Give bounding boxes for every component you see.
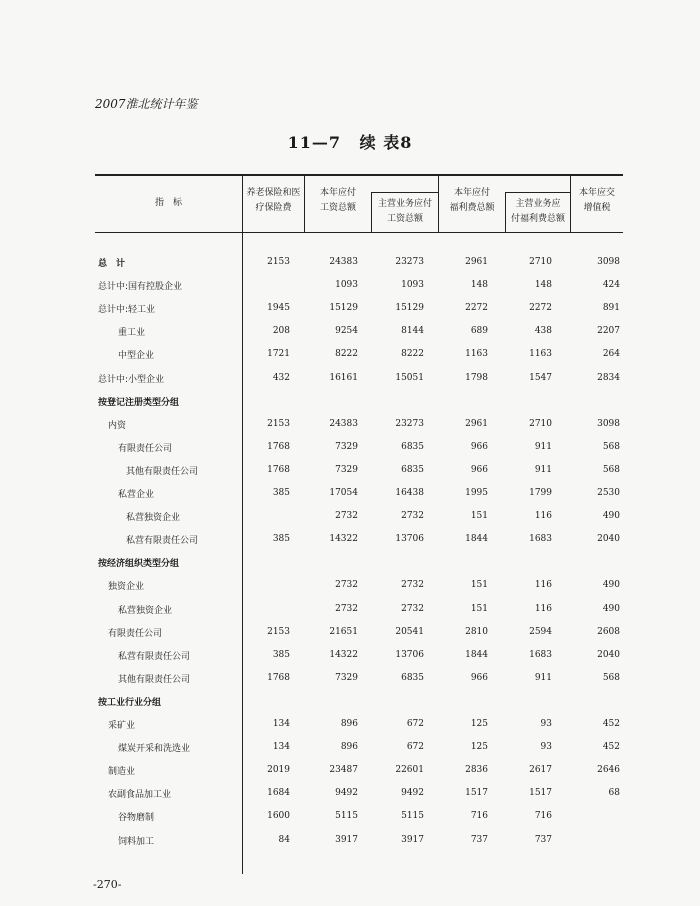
table-cell: 23273 — [395, 257, 424, 267]
table-cell: 1945 — [267, 303, 290, 313]
table-cell: 148 — [470, 280, 488, 290]
table-cell: 966 — [470, 465, 488, 475]
header-col4-line2: 增值税 — [583, 203, 611, 213]
table-cell: 911 — [534, 465, 552, 475]
table-cell: 8222 — [401, 349, 424, 359]
table-cell: 14322 — [329, 534, 358, 544]
table-cell: 6835 — [401, 442, 424, 452]
table-cell: 2961 — [465, 257, 488, 267]
header-col2-line2: 工资总额 — [319, 203, 356, 213]
header-col2a-line1: 主营业务应付 — [377, 199, 432, 209]
table-cell: 2608 — [597, 627, 620, 637]
header-col3-line1: 本年应付 — [453, 188, 490, 198]
table-cell: 911 — [534, 442, 552, 452]
header-bottom-rule — [95, 232, 623, 233]
table-cell: 2961 — [465, 419, 488, 429]
table-cell: 438 — [534, 326, 552, 336]
table-cell: 1683 — [529, 534, 552, 544]
yearbook-title: 2007淮北统计年鉴 — [95, 97, 198, 111]
table-cell: 15129 — [329, 303, 358, 313]
header-col4 — [571, 186, 623, 216]
table-cell: 2732 — [401, 580, 424, 590]
row-label: 总计中:轻工业 — [98, 305, 156, 315]
table-cell: 385 — [272, 488, 290, 498]
table-cell: 23273 — [395, 419, 424, 429]
subheader-rule-1 — [371, 192, 438, 193]
table-cell: 1683 — [529, 650, 552, 660]
table-cell: 2646 — [597, 765, 620, 775]
table-cell: 3917 — [335, 835, 358, 845]
subheader-rule-2 — [505, 192, 570, 193]
table-cell: 6835 — [401, 673, 424, 683]
table-cell: 2040 — [597, 534, 620, 544]
table-cell: 1768 — [267, 465, 290, 475]
table-cell: 2810 — [465, 627, 488, 637]
table-cell: 432 — [272, 373, 290, 383]
table-cell: 2834 — [597, 373, 620, 383]
header-col3a-line1: 主营业务应 — [515, 199, 561, 209]
row-label: 中型企业 — [118, 351, 155, 361]
table-title — [0, 130, 700, 153]
table-number: 11—7 — [287, 133, 342, 152]
table-cell: 84 — [278, 835, 290, 845]
table-cell: 151 — [470, 604, 488, 614]
table-cell: 125 — [470, 719, 488, 729]
table-cell: 16161 — [329, 373, 358, 383]
table-cell: 672 — [406, 742, 424, 752]
table-cell: 5115 — [335, 811, 358, 821]
table-cell: 1844 — [465, 650, 488, 660]
table-cell: 125 — [470, 742, 488, 752]
header-col1-line1: 养老保险和医 — [246, 188, 301, 198]
table-cell: 2153 — [267, 419, 290, 429]
table-cell: 14322 — [329, 650, 358, 660]
table-cell: 134 — [272, 742, 290, 752]
table-cell: 2153 — [267, 257, 290, 267]
row-label: 按经济组织类型分组 — [98, 559, 180, 569]
table-cell: 891 — [602, 303, 620, 313]
table-cell: 2732 — [335, 511, 358, 521]
table-cell: 672 — [406, 719, 424, 729]
table-cell: 568 — [602, 442, 620, 452]
table-cell: 116 — [534, 511, 552, 521]
table-cell: 17054 — [329, 488, 358, 498]
header-col3-line2: 福利费总额 — [449, 203, 495, 213]
table-cell: 424 — [602, 280, 620, 290]
row-label: 饲料加工 — [118, 837, 155, 847]
header-col1-line2: 疗保险费 — [255, 203, 292, 213]
table-cell: 2272 — [529, 303, 552, 313]
table-cell: 2207 — [597, 326, 620, 336]
header-col3a-line2: 付福利费总额 — [510, 214, 565, 224]
table-cell: 452 — [602, 742, 620, 752]
table-cell: 3098 — [597, 257, 620, 267]
table-cell: 264 — [602, 349, 620, 359]
table-cell: 385 — [272, 650, 290, 660]
table-cell: 385 — [272, 534, 290, 544]
table-cell: 8222 — [335, 349, 358, 359]
table-cell: 151 — [470, 511, 488, 521]
row-label: 其他有限责任公司 — [126, 467, 199, 477]
table-cell: 2594 — [529, 627, 552, 637]
table-cell: 2732 — [401, 604, 424, 614]
table-cell: 15051 — [395, 373, 424, 383]
table-cell: 1798 — [465, 373, 488, 383]
table-cell: 1721 — [267, 349, 290, 359]
table-cell: 966 — [470, 673, 488, 683]
table-cell: 2710 — [529, 419, 552, 429]
header-col2a — [372, 197, 438, 227]
row-label: 按工业行业分组 — [98, 698, 162, 708]
table-cell: 9254 — [335, 326, 358, 336]
header-col3 — [439, 186, 505, 216]
table-cell: 737 — [470, 835, 488, 845]
row-label: 有限责任公司 — [108, 629, 163, 639]
table-cell: 116 — [534, 604, 552, 614]
table-cell: 7329 — [335, 673, 358, 683]
row-label: 重工业 — [118, 328, 146, 338]
table-cell: 1844 — [465, 534, 488, 544]
table-cell: 2530 — [597, 488, 620, 498]
row-label: 制造业 — [108, 767, 136, 777]
table-cell: 3098 — [597, 419, 620, 429]
row-label: 农副食品加工业 — [108, 790, 172, 800]
row-label: 其他有限责任公司 — [118, 675, 191, 685]
table-cell: 93 — [540, 719, 552, 729]
table-cell: 22601 — [395, 765, 424, 775]
table-cell: 2040 — [597, 650, 620, 660]
table-cell: 23487 — [329, 765, 358, 775]
table-cell: 1768 — [267, 442, 290, 452]
table-cell: 568 — [602, 465, 620, 475]
table-cell: 1547 — [529, 373, 552, 383]
table-cell: 21651 — [329, 627, 358, 637]
table-cell: 452 — [602, 719, 620, 729]
row-label: 谷物磨制 — [118, 813, 155, 823]
table-cell: 15129 — [395, 303, 424, 313]
table-cell: 9492 — [335, 788, 358, 798]
row-label: 总 计 — [98, 259, 126, 269]
table-cell: 134 — [272, 719, 290, 729]
table-cell: 2836 — [465, 765, 488, 775]
row-label: 私营独资企业 — [118, 606, 173, 616]
row-label: 采矿业 — [108, 721, 136, 731]
table-cell: 2732 — [401, 511, 424, 521]
table-cell: 1799 — [529, 488, 552, 498]
table-cell: 2732 — [335, 604, 358, 614]
table-cell: 5115 — [401, 811, 424, 821]
row-label: 独资企业 — [108, 582, 145, 592]
table-cell: 13706 — [395, 650, 424, 660]
table-cell: 2617 — [529, 765, 552, 775]
table-cell: 1163 — [465, 349, 488, 359]
header-col2-line1: 本年应付 — [319, 188, 356, 198]
header-col1 — [243, 186, 304, 216]
table-cell: 2732 — [335, 580, 358, 590]
table-cell: 68 — [608, 788, 620, 798]
table-cell: 896 — [340, 719, 358, 729]
table-cell: 24383 — [329, 257, 358, 267]
table-cell: 490 — [602, 511, 620, 521]
table-cell: 896 — [340, 742, 358, 752]
table-cell: 689 — [470, 326, 488, 336]
table-cell: 20541 — [395, 627, 424, 637]
table-cell: 1768 — [267, 673, 290, 683]
table-cell: 1995 — [465, 488, 488, 498]
row-label: 有限责任公司 — [118, 444, 173, 454]
row-label: 煤炭开采和洗选业 — [118, 744, 191, 754]
row-label: 内资 — [108, 421, 127, 431]
table-cell: 1093 — [335, 280, 358, 290]
table-cell: 7329 — [335, 465, 358, 475]
table-cell: 1517 — [465, 788, 488, 798]
table-cell: 716 — [470, 811, 488, 821]
table-cell: 116 — [534, 580, 552, 590]
header-col2a-line2: 工资总额 — [386, 214, 423, 224]
table-cell: 490 — [602, 580, 620, 590]
row-label: 私营有限责任公司 — [126, 536, 199, 546]
header-col4-line1: 本年应交 — [578, 188, 615, 198]
table-cell: 490 — [602, 604, 620, 614]
table-cell: 93 — [540, 742, 552, 752]
table-cell: 208 — [272, 326, 290, 336]
row-label: 按登记注册类型分组 — [98, 398, 180, 408]
table-cell: 13706 — [395, 534, 424, 544]
page-number: -270- — [93, 878, 122, 891]
table-cell: 16438 — [395, 488, 424, 498]
table-cell: 148 — [534, 280, 552, 290]
table-cell: 8144 — [401, 326, 424, 336]
table-cell: 716 — [534, 811, 552, 821]
table-cell: 1163 — [529, 349, 552, 359]
table-cell: 1600 — [267, 811, 290, 821]
table-cell: 737 — [534, 835, 552, 845]
table-cell: 966 — [470, 442, 488, 452]
row-label: 私营企业 — [118, 490, 155, 500]
top-rule — [95, 174, 623, 176]
table-cell: 911 — [534, 673, 552, 683]
table-subtitle: 续 表8 — [359, 133, 413, 152]
header-indicator: 指 标 — [154, 198, 182, 208]
table-cell: 151 — [470, 580, 488, 590]
table-cell: 1517 — [529, 788, 552, 798]
row-label: 私营有限责任公司 — [118, 652, 191, 662]
header-col3a — [506, 197, 570, 227]
header-col2 — [305, 186, 371, 216]
table-cell: 3917 — [401, 835, 424, 845]
table-cell: 7329 — [335, 442, 358, 452]
row-label: 总计中:国有控股企业 — [98, 282, 183, 292]
row-label: 总计中:小型企业 — [98, 375, 165, 385]
table-cell: 1093 — [401, 280, 424, 290]
table-cell: 2272 — [465, 303, 488, 313]
table-cell: 6835 — [401, 465, 424, 475]
table-cell: 1684 — [267, 788, 290, 798]
row-label: 私营独资企业 — [126, 513, 181, 523]
table-cell: 568 — [602, 673, 620, 683]
table-cell: 2710 — [529, 257, 552, 267]
table-cell: 2153 — [267, 627, 290, 637]
table-cell: 24383 — [329, 419, 358, 429]
table-cell: 9492 — [401, 788, 424, 798]
table-cell: 2019 — [267, 765, 290, 775]
